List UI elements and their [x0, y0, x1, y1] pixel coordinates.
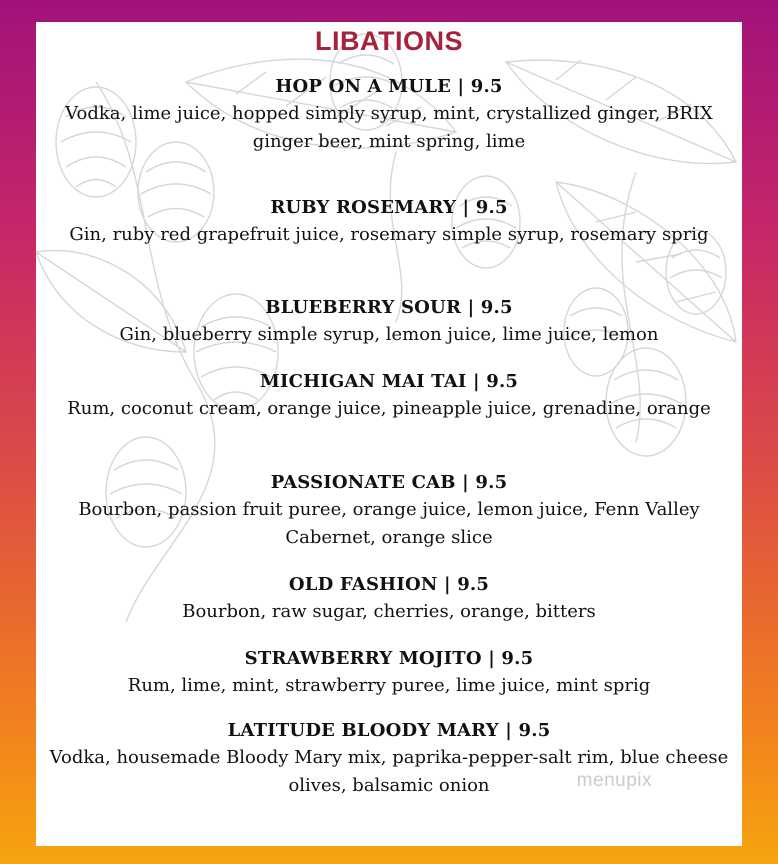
item-name: OLD FASHION | 9.5 — [288, 574, 490, 595]
item-name: STRAWBERRY MOJITO | 9.5 — [244, 648, 534, 669]
menu-item — [42, 646, 736, 700]
item-description: Vodka, housemade Bloody Mary mix, paprika-pepper-salt rim, blue cheese olives, balsamic onion — [49, 747, 729, 796]
menu-item — [42, 470, 736, 552]
menu-item — [42, 195, 736, 249]
menu-item — [42, 74, 736, 156]
item-name: HOP ON A MULE | 9.5 — [275, 76, 503, 97]
item-name: MICHIGAN MAI TAI | 9.5 — [259, 371, 519, 392]
item-description: Gin, ruby red grapefruit juice, rosemary simple syrup, rosemary sprig — [69, 224, 709, 245]
watermark: menupix — [576, 770, 652, 791]
menu-item — [42, 572, 736, 626]
item-description: Bourbon, passion fruit puree, orange juice, lemon juice, Fenn Valley Cabernet, orange slice — [78, 499, 700, 548]
item-name: RUBY ROSEMARY | 9.5 — [270, 197, 508, 218]
item-description: Gin, blueberry simple syrup, lemon juice, lime juice, lemon — [119, 324, 659, 345]
item-name: LATITUDE BLOODY MARY | 9.5 — [227, 720, 551, 741]
item-name: BLUEBERRY SOUR | 9.5 — [265, 297, 513, 318]
item-description: Rum, coconut cream, orange juice, pineapple juice, grenadine, orange — [67, 398, 711, 419]
menu-title: LIBATIONS — [315, 26, 463, 56]
menu-item — [42, 295, 736, 349]
item-name: PASSIONATE CAB | 9.5 — [270, 472, 508, 493]
item-description: Bourbon, raw sugar, cherries, orange, bitters — [182, 601, 596, 622]
menu-item — [42, 369, 736, 423]
item-description: Rum, lime, mint, strawberry puree, lime juice, mint sprig — [127, 675, 651, 696]
menu-card — [36, 22, 742, 846]
item-description: Vodka, lime juice, hopped simply syrup, mint, crystallized ginger, BRIX ginger beer, mint spring, lime — [65, 103, 713, 152]
